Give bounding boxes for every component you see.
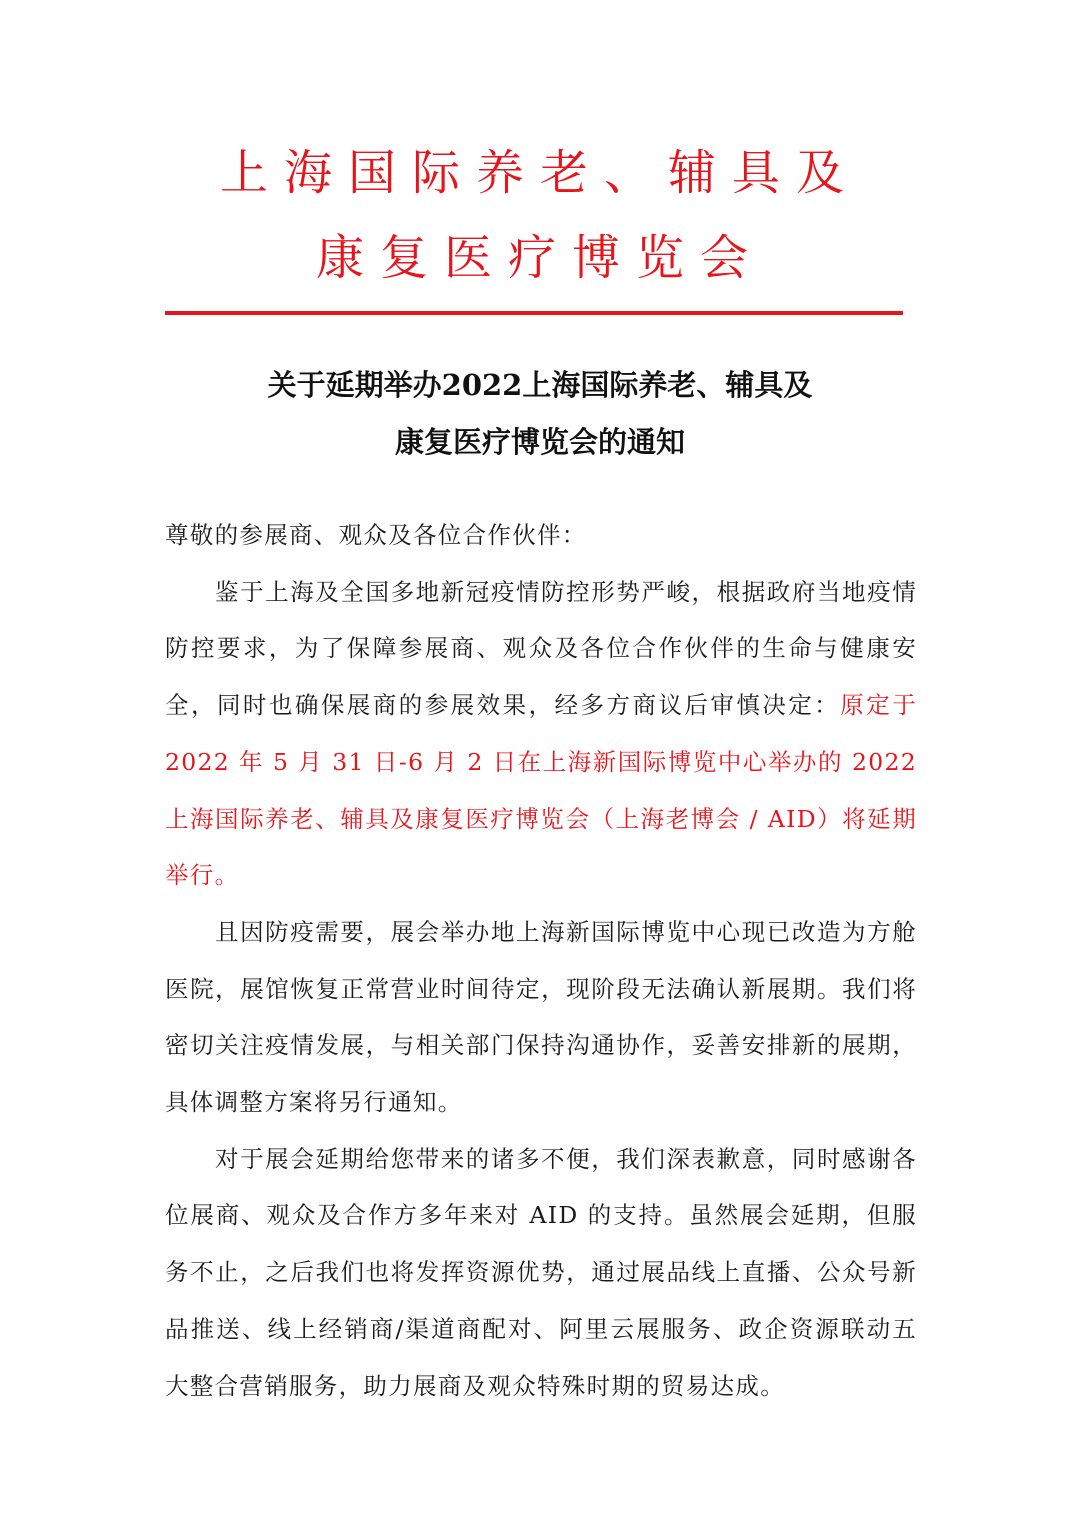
- paragraph-2: 且因防疫需要，展会举办地上海新国际博览中心现已改造为方舱医院，展馆恢复正常营业时间待定，现阶段无法确认新展期。我们将密切关注疫情发展，与相关部门保持沟通协作，妥善安排新的展期，具体调整方案将另行通知。: [165, 917, 917, 1117]
- paragraph-1-text: 鉴于上海及全国多地新冠疫情防控形势严峻，根据政府当地疫情防控要求，为了保障参展商、观众及各位合作伙伴的生命与健康安全，同时也确保展商的参展效果，经多方商议后审慎决定：: [165, 577, 917, 720]
- paragraph-1: [165, 564, 917, 904]
- paragraph-3: 对于展会延期给您带来的诸多不便，我们深表歉意，同时感谢各位展商、观众及合作方多年来对 AID 的支持。虽然展会延期，但服务不止，之后我们也将发挥资源优势，通过展品线上直播、公众号新品推送、线上经销商/渠道商配对、阿里云展服务、政企资源联动五大整合营销服务，助力展商及观众特殊时期的贸易达成。: [165, 1144, 917, 1400]
- notice-title-line2: 康复医疗博览会的通知: [394, 425, 685, 459]
- postponement-highlight: 原定于 2022 年 5 月 31 日-6 月 2 日在上海新国际博览中心举办的 2022 上海国际养老、辅具及康复医疗博览会（上海老博会 / AID）将延期举行。: [165, 691, 917, 890]
- red-divider: [165, 311, 903, 315]
- notice-title-line1: 关于延期举办2022上海国际养老、辅具及: [267, 368, 813, 402]
- notice-body: [165, 507, 917, 1414]
- organizer-title-line1: 上海国际养老、辅具及: [219, 145, 860, 201]
- organizer-title-line2: 康复医疗博览会: [315, 230, 764, 286]
- greeting: 尊敬的参展商、观众及各位合作伙伴：: [165, 521, 587, 549]
